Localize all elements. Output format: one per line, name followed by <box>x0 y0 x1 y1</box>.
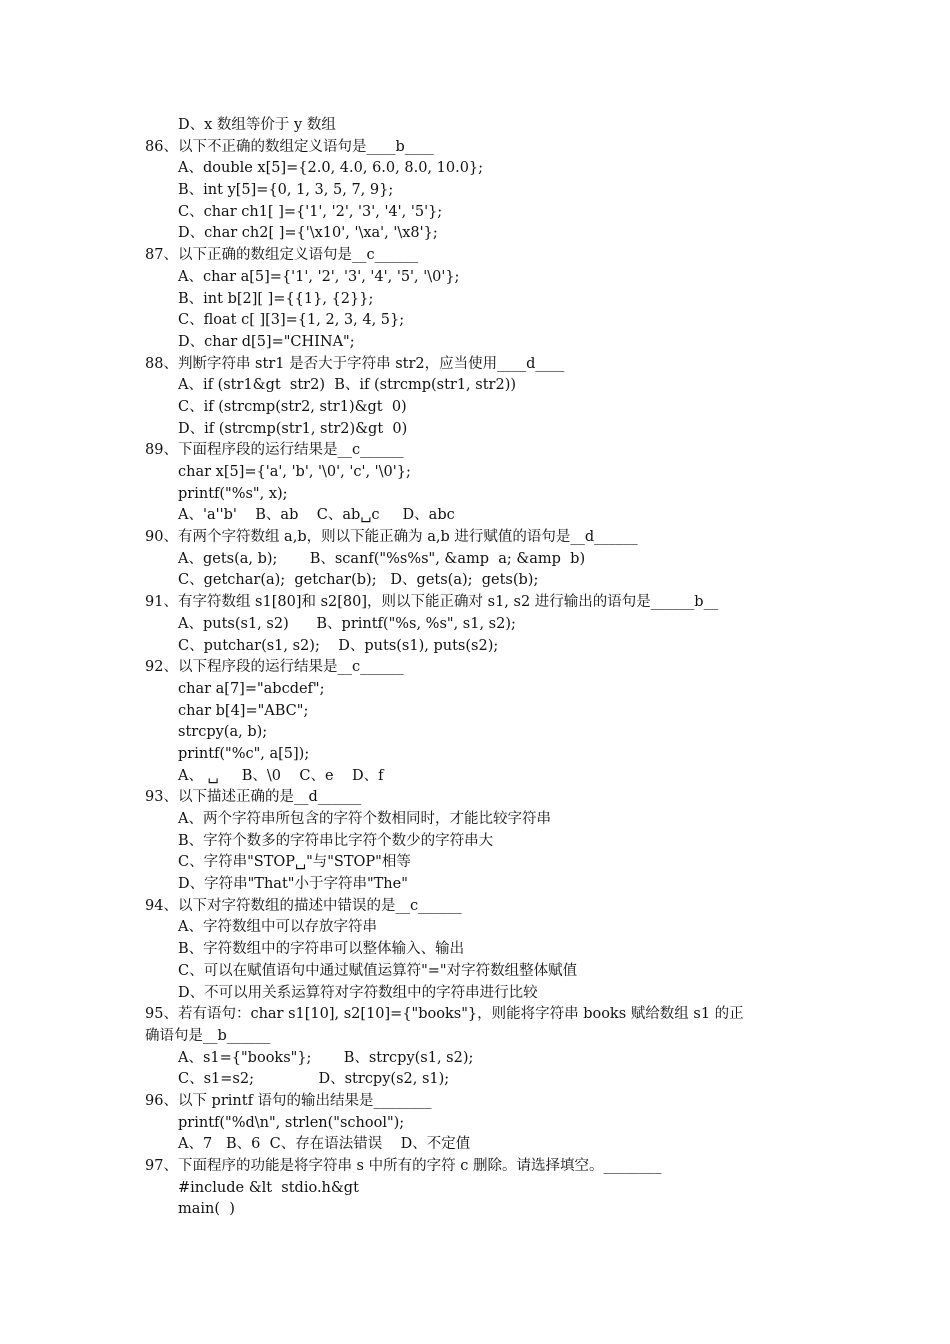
text-line: C、getchar(a); getchar(b); D、gets(a); gets(b); <box>178 572 539 589</box>
text-line: 92、以下程序段的运行结果是__c______ <box>145 659 404 676</box>
text-line: 88、判断字符串 str1 是否大于字符串 str2，应当使用____d____ <box>145 355 565 372</box>
text-line: A、 ␣ B、\0 C、e D、f <box>178 767 384 784</box>
text-line: 94、以下对字符数组的描述中错误的是__c______ <box>145 897 462 914</box>
text-line: C、if (strcmp(str2, str1)&gt 0) <box>178 398 407 415</box>
text-line: 96、以下 printf 语句的输出结果是________ <box>145 1092 432 1109</box>
text-line: A、puts(s1, s2) B、printf("%s, %s", s1, s2); <box>178 615 516 632</box>
text-line: A、7 B、6 C、存在语法错误 D、不定值 <box>178 1136 471 1153</box>
text-line: main( ) <box>178 1201 235 1218</box>
text-line: C、putchar(s1, s2); D、puts(s1), puts(s2); <box>178 637 499 654</box>
text-line: printf("%d\n", strlen("school"); <box>178 1114 405 1131</box>
text-line: printf("%s", x); <box>178 485 288 502</box>
text-line: 确语句是__b______ <box>145 1027 271 1044</box>
text-line: D、字符串"That"小于字符串"The" <box>178 876 408 893</box>
text-line: D、char ch2[ ]={'\x10', '\xa', '\x8'}; <box>178 225 438 242</box>
text-line: char b[4]="ABC"; <box>178 702 309 719</box>
text-line: 90、有两个字符数组 a,b，则以下能正确为 a,b 进行赋值的语句是__d______ <box>145 529 638 546</box>
text-line: C、字符串"STOP␣"与"STOP"相等 <box>178 854 411 871</box>
text-line: B、int b[2][ ]={{1}, {2}}; <box>178 290 374 307</box>
text-line: D、不可以用关系运算符对字符数组中的字符串进行比较 <box>178 984 538 1001</box>
text-line: 86、以下不正确的数组定义语句是____b____ <box>145 138 434 155</box>
text-line: A、gets(a, b); B、scanf("%s%s", &amp a; &amp b) <box>178 550 586 567</box>
text-line: B、字符个数多的字符串比字符个数少的字符串大 <box>178 832 494 849</box>
text-line: C、s1=s2; D、strcpy(s2, s1); <box>178 1071 450 1088</box>
text-line: D、char d[5]="CHINA"; <box>178 333 355 350</box>
text-line: char x[5]={'a', 'b', '\0', 'c', '\0'}; <box>178 464 411 480</box>
text-line: 93、以下描述正确的是__d______ <box>145 789 362 806</box>
text-line: B、字符数组中的字符串可以整体输入、输出 <box>178 941 465 958</box>
text-line: A、double x[5]={2.0, 4.0, 6.0, 8.0, 10.0}; <box>178 160 484 177</box>
text-line: char a[7]="abcdef"; <box>178 680 325 697</box>
text-line: B、int y[5]={0, 1, 3, 5, 7, 9}; <box>178 182 394 199</box>
text-line: C、char ch1[ ]={'1', '2', '3', '4', '5'}; <box>178 203 443 220</box>
text-line: A、char a[5]={'1', '2', '3', '4', '5', '\0'}; <box>178 268 460 285</box>
text-line: printf("%c", a[5]); <box>178 745 310 762</box>
text-line: A、两个字符串所包含的字符个数相同时，才能比较字符串 <box>178 811 551 827</box>
text-line: D、x 数组等价于 y 数组 <box>178 117 336 133</box>
text-line: 87、以下正确的数组定义语句是__c______ <box>145 247 419 264</box>
text-line: strcpy(a, b); <box>178 724 268 741</box>
text-line: 89、下面程序段的运行结果是__c______ <box>145 442 404 459</box>
text-line: 95、若有语句：char s1[10], s2[10]={"books"}，则能将字符串 books 赋给数组 s1 的正 <box>145 1006 744 1023</box>
question-text-block <box>145 115 825 1221</box>
text-line: A、s1={"books"}; B、strcpy(s1, s2); <box>178 1049 474 1066</box>
text-line: D、if (strcmp(str1, str2)&gt 0) <box>178 420 408 437</box>
text-line: A、字符数组中可以存放字符串 <box>178 919 377 936</box>
text-line: 91、有字符数组 s1[80]和 s2[80]，则以下能正确对 s1, s2 进行输出的语句是______b__ <box>145 594 719 611</box>
text-line: #include &lt stdio.h&gt <box>178 1179 359 1196</box>
text-line: C、可以在赋值语句中通过赋值运算符"="对字符数组整体赋值 <box>178 962 578 979</box>
text-line: A、if (str1&gt str2) B、if (strcmp(str1, str2)) <box>178 377 517 394</box>
text-line: C、float c[ ][3]={1, 2, 3, 4, 5}; <box>178 312 405 329</box>
text-line: 97、下面程序的功能是将字符串 s 中所有的字符 c 删除。请选择填空。________ <box>145 1158 662 1174</box>
text-line: A、'a''b' B、ab C、ab␣c D、abc <box>178 507 455 524</box>
